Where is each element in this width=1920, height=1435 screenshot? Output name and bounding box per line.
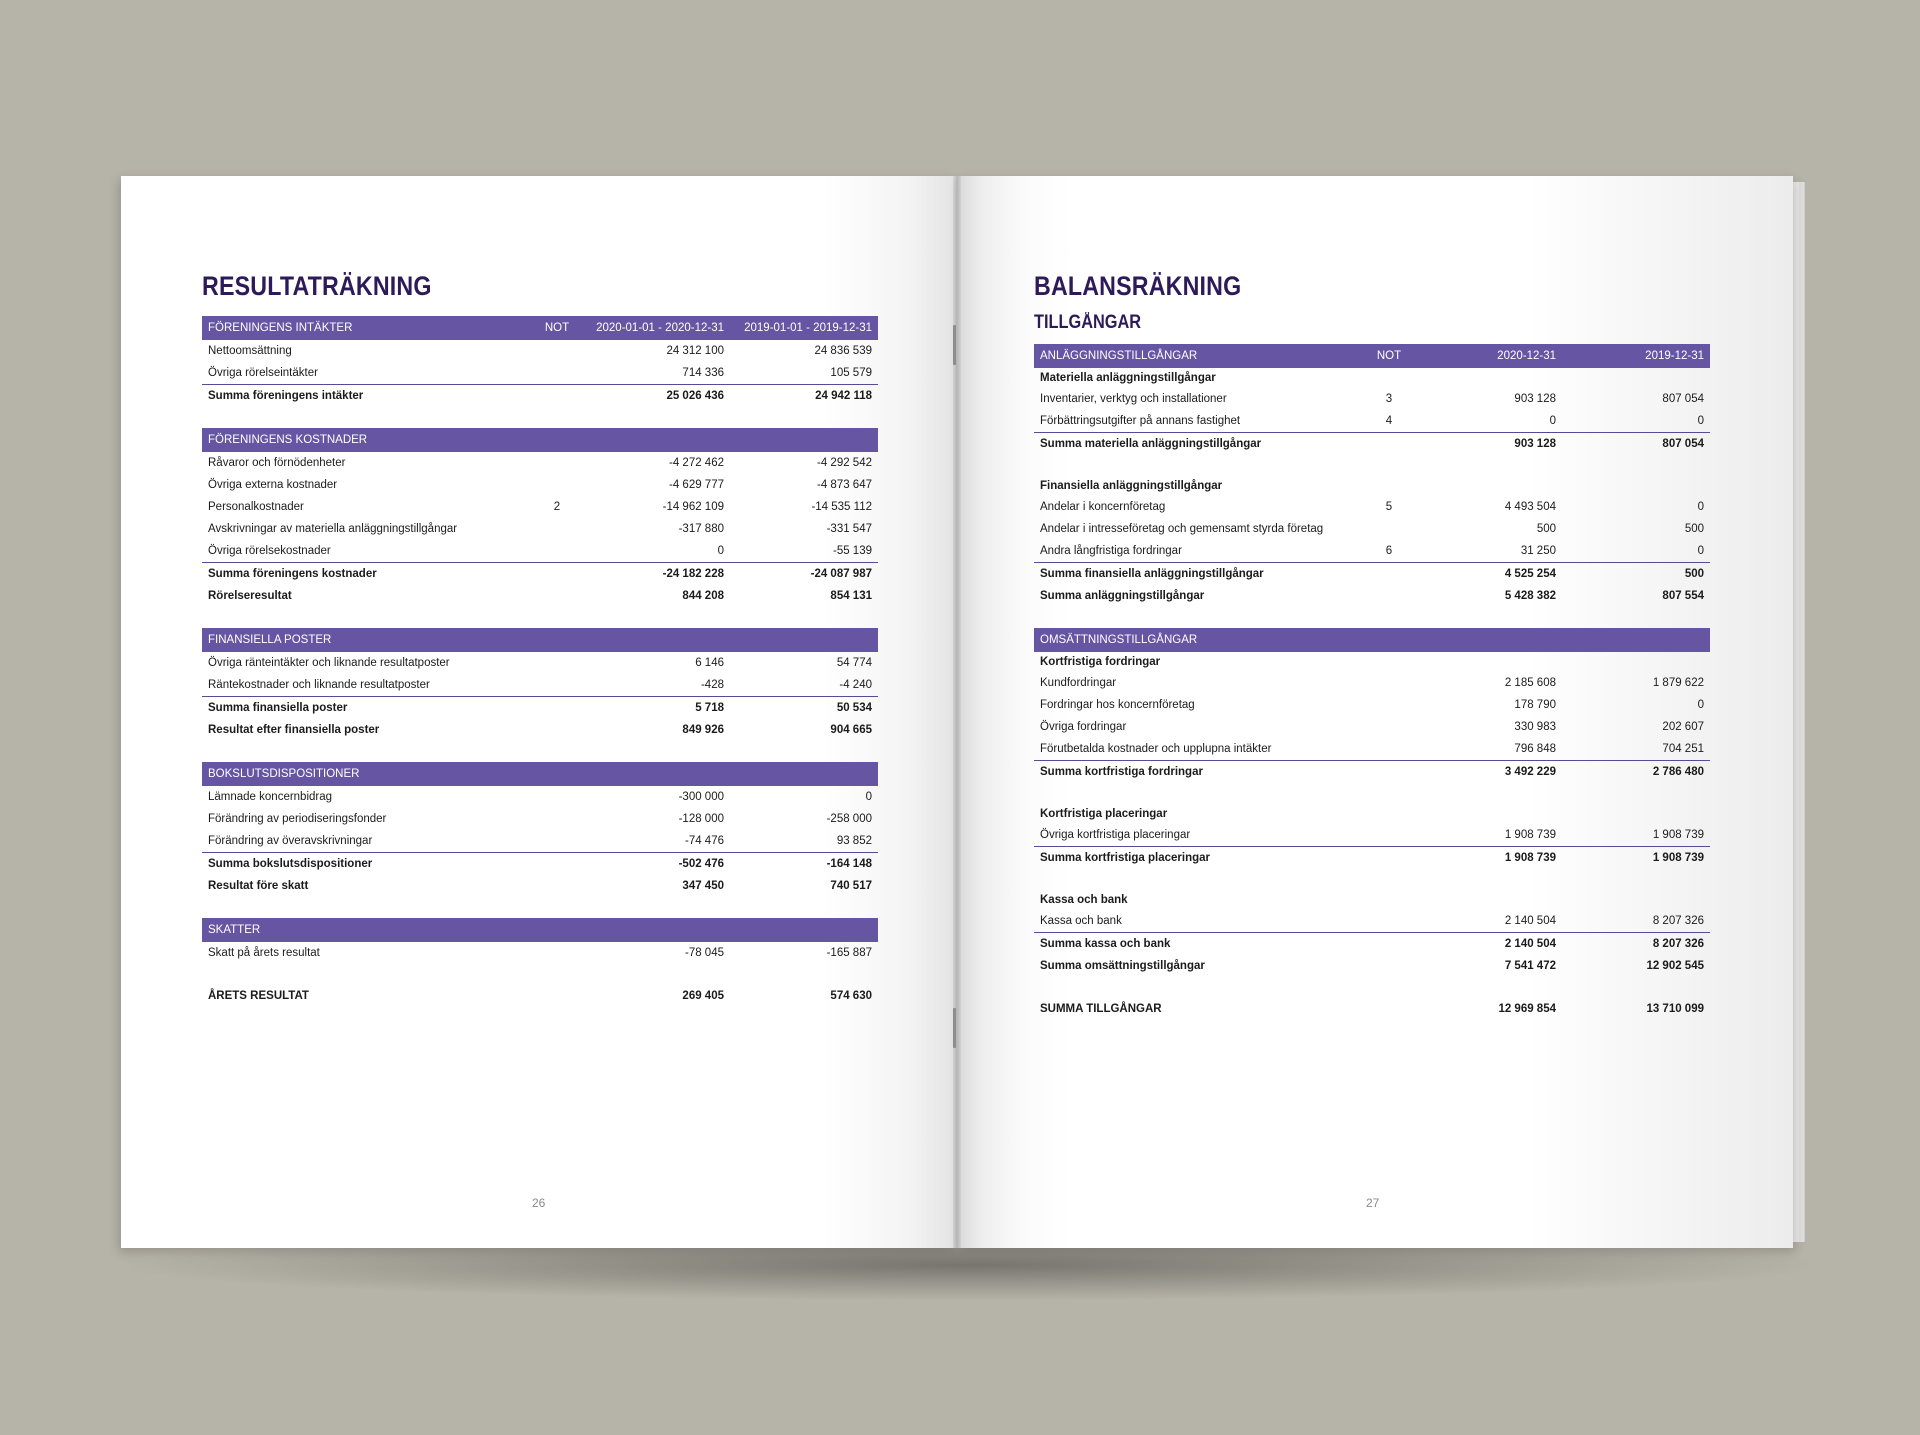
income-statement-table xyxy=(202,316,878,1007)
table-row-sum xyxy=(1034,585,1710,607)
column-header-2019: 2019-01-01 - 2019-12-31 xyxy=(730,316,878,340)
row-value-2019: 0 xyxy=(1697,545,1704,557)
row-value-2020: 178 790 xyxy=(1514,699,1556,711)
row-value-2020: 796 848 xyxy=(1514,743,1556,755)
section-header xyxy=(1034,344,1710,368)
spacer-row xyxy=(202,607,878,628)
table-row-sum xyxy=(202,853,878,876)
row-value-2020: -317 880 xyxy=(678,523,724,535)
table-row-sum xyxy=(202,385,878,408)
row-value-2020: 2 185 608 xyxy=(1504,677,1556,689)
row-value-2019: 105 579 xyxy=(830,367,872,379)
total-value-2020: 12 969 854 xyxy=(1498,1003,1556,1015)
group-title xyxy=(1034,890,1710,910)
row-value-2020: 330 983 xyxy=(1514,721,1556,733)
row-value-2019: -165 887 xyxy=(826,947,872,959)
spacer-row xyxy=(1034,455,1710,476)
group-title-label: Finansiella anläggningstillgångar xyxy=(1040,480,1223,492)
row-value-2019: 24 942 118 xyxy=(730,385,878,408)
row-value-2020: -74 476 xyxy=(684,835,724,847)
row-value-2019: 500 xyxy=(1562,563,1710,586)
row-not xyxy=(1364,433,1414,456)
row-value-2019: 8 207 326 xyxy=(1562,933,1710,956)
row-label: Summa föreningens kostnader xyxy=(202,563,532,586)
table-row-sum xyxy=(202,697,878,720)
row-value-2020: -78 045 xyxy=(684,947,724,959)
row-value-2020: 25 026 436 xyxy=(582,385,730,408)
row-value-2020: 7 541 472 xyxy=(1504,960,1556,972)
table-row xyxy=(202,652,878,674)
group-title xyxy=(1034,804,1710,824)
table-row-sum xyxy=(1034,761,1710,784)
row-label: Övriga rörelseintäkter xyxy=(208,367,318,379)
row-value-2019: 704 251 xyxy=(1662,743,1704,755)
row-not xyxy=(532,853,582,876)
table-row xyxy=(202,518,878,540)
row-label: Summa kortfristiga fordringar xyxy=(1034,761,1364,784)
section-header xyxy=(202,628,878,652)
section-header-title: SKATTER xyxy=(202,918,532,942)
row-label: Övriga externa kostnader xyxy=(208,479,338,491)
row-label: Summa anläggningstillgångar xyxy=(1040,590,1205,602)
row-label: Råvaror och förnödenheter xyxy=(208,457,346,469)
row-value-2020: 4 525 254 xyxy=(1414,563,1562,586)
row-not xyxy=(1364,694,1414,716)
row-value-2019: 0 xyxy=(1697,415,1704,427)
row-value-2020: 0 xyxy=(717,545,724,557)
row-not xyxy=(532,697,582,720)
row-label: Resultat efter finansiella poster xyxy=(208,724,380,736)
row-label: Summa finansiella anläggningstillgångar xyxy=(1034,563,1364,586)
total-label: SUMMA TILLGÅNGAR xyxy=(1040,1003,1162,1015)
row-value-2019: -4 873 647 xyxy=(817,479,872,491)
row-label: Förutbetalda kostnader och upplupna intäkter xyxy=(1040,743,1272,755)
row-value-2020: 269 405 xyxy=(682,990,724,1002)
row-not xyxy=(1364,933,1414,956)
row-not: 3 xyxy=(1385,393,1393,405)
row-not xyxy=(532,875,582,897)
page-stack-edge xyxy=(1799,182,1805,1242)
row-label: Rörelseresultat xyxy=(208,590,292,602)
row-value-2020: -14 962 109 xyxy=(662,501,724,513)
section-header xyxy=(1034,628,1710,652)
row-value-2020: 6 146 xyxy=(695,657,724,669)
row-value-2019: -14 535 112 xyxy=(811,501,872,513)
spacer-row xyxy=(202,741,878,762)
row-not xyxy=(1364,761,1414,784)
table-row-sum xyxy=(1034,955,1710,977)
row-label: Förändring av periodiseringsfonder xyxy=(208,813,387,825)
row-value-2019: 807 054 xyxy=(1662,393,1704,405)
row-label: Kundfordringar xyxy=(1040,677,1117,689)
table-row-total xyxy=(1034,998,1710,1020)
row-value-2020: 500 xyxy=(1536,523,1556,535)
row-not xyxy=(532,942,582,964)
table-row xyxy=(202,540,878,563)
row-not: 2 xyxy=(553,501,561,513)
column-header-2020: 2020-12-31 xyxy=(1414,344,1562,368)
table-row xyxy=(1034,518,1710,540)
row-label: Summa omsättningstillgångar xyxy=(1040,960,1205,972)
row-value-2019: 54 774 xyxy=(836,657,872,669)
table-row-sum xyxy=(202,875,878,897)
spacer-row xyxy=(1034,783,1710,804)
row-value-2019: 0 xyxy=(1697,699,1704,711)
table-row-sum xyxy=(202,585,878,607)
row-value-2020: 844 208 xyxy=(682,590,724,602)
row-value-2019: -331 547 xyxy=(826,523,872,535)
row-label: Andelar i intresseföretag och gemensamt styrda företag xyxy=(1040,523,1324,535)
row-not xyxy=(532,518,582,540)
row-label: Summa bokslutsdispositioner xyxy=(202,853,532,876)
staple xyxy=(953,325,956,365)
section-header xyxy=(202,918,878,942)
row-value-2020: 347 450 xyxy=(682,880,724,892)
row-value-2019: 93 852 xyxy=(836,835,872,847)
row-label: Övriga rörelsekostnader xyxy=(208,545,331,557)
page-subtitle: TILLGÅNGAR xyxy=(1034,312,1142,333)
row-label: Skatt på årets resultat xyxy=(208,947,320,959)
row-value-2020: -300 000 xyxy=(678,791,724,803)
section-header-title: FÖRENINGENS KOSTNADER xyxy=(202,428,532,452)
spacer-row xyxy=(202,897,878,918)
row-value-2020: 24 312 100 xyxy=(666,345,724,357)
table-row-sum xyxy=(1034,847,1710,870)
row-value-2019: 50 534 xyxy=(730,697,878,720)
row-not xyxy=(532,786,582,808)
row-value-2020: 5 428 382 xyxy=(1504,590,1556,602)
spacer-row xyxy=(202,964,878,985)
page-title: RESULTATRÄKNING xyxy=(202,271,432,301)
table-row xyxy=(202,808,878,830)
table-row-sum xyxy=(1034,933,1710,956)
row-value-2019: 202 607 xyxy=(1662,721,1704,733)
row-not xyxy=(1364,955,1414,977)
row-not xyxy=(1364,910,1414,933)
row-not xyxy=(1364,518,1414,540)
row-not xyxy=(1364,847,1414,870)
table-row xyxy=(202,942,878,964)
row-value-2019: 807 554 xyxy=(1662,590,1704,602)
row-not: 6 xyxy=(1385,545,1393,557)
row-value-2019: 2 786 480 xyxy=(1562,761,1710,784)
table-row xyxy=(1034,388,1710,410)
row-value-2020: 5 718 xyxy=(582,697,730,720)
table-row xyxy=(202,830,878,853)
row-value-2020: 0 xyxy=(1549,415,1556,427)
group-title-label: Kortfristiga placeringar xyxy=(1040,808,1168,820)
row-value-2020: 2 140 504 xyxy=(1414,933,1562,956)
spacer-row xyxy=(202,407,878,428)
income-statement xyxy=(202,271,878,1007)
row-not xyxy=(532,830,582,853)
section-header-title: FINANSIELLA POSTER xyxy=(202,628,532,652)
row-value-2020: 2 140 504 xyxy=(1504,915,1556,927)
row-value-2020: -428 xyxy=(700,679,724,691)
section-header-title: OMSÄTTNINGSTILLGÅNGAR xyxy=(1034,628,1364,652)
table-row xyxy=(1034,672,1710,694)
table-row xyxy=(1034,410,1710,433)
row-value-2019: 1 879 622 xyxy=(1652,677,1704,689)
page-title: BALANSRÄKNING xyxy=(1034,271,1242,301)
row-label: Räntekostnader och liknande resultatposter xyxy=(208,679,430,691)
table-row xyxy=(1034,824,1710,847)
row-label: Övriga kortfristiga placeringar xyxy=(1040,829,1191,841)
row-label: Förändring av överavskrivningar xyxy=(208,835,373,847)
left-page xyxy=(121,176,957,1248)
row-label: Personalkostnader xyxy=(208,501,304,513)
row-value-2019: 807 054 xyxy=(1562,433,1710,456)
row-label: Summa kortfristiga placeringar xyxy=(1034,847,1364,870)
page-number: 26 xyxy=(532,1196,546,1210)
row-value-2020: 1 908 739 xyxy=(1414,847,1562,870)
row-not xyxy=(532,362,582,385)
row-value-2020: 849 926 xyxy=(682,724,724,736)
row-not xyxy=(1364,824,1414,847)
row-value-2019: -55 139 xyxy=(832,545,872,557)
table-row-total xyxy=(202,985,878,1007)
row-value-2020: 1 908 739 xyxy=(1504,829,1556,841)
spacer-row xyxy=(1034,869,1710,890)
row-label: Övriga fordringar xyxy=(1040,721,1127,733)
table-row xyxy=(1034,738,1710,761)
group-title xyxy=(1034,368,1710,388)
row-value-2020: 4 493 504 xyxy=(1504,501,1556,513)
table-row xyxy=(202,674,878,697)
group-title-label: Kassa och bank xyxy=(1040,894,1128,906)
table-row xyxy=(1034,910,1710,933)
row-not: 5 xyxy=(1385,501,1393,513)
spacer-row xyxy=(1034,607,1710,628)
row-value-2020: -4 272 462 xyxy=(669,457,724,469)
group-title-label: Kortfristiga fordringar xyxy=(1040,656,1161,668)
row-value-2020: -502 476 xyxy=(582,853,730,876)
row-not xyxy=(532,808,582,830)
table-row xyxy=(202,474,878,496)
row-not xyxy=(1364,672,1414,694)
row-not xyxy=(532,985,582,1007)
row-label: Andelar i koncernföretag xyxy=(1040,501,1166,513)
table-row xyxy=(202,786,878,808)
staple xyxy=(953,1008,956,1048)
row-label: Summa kassa och bank xyxy=(1034,933,1364,956)
row-value-2019: 0 xyxy=(1697,501,1704,513)
table-row xyxy=(1034,694,1710,716)
row-label: Summa finansiella poster xyxy=(202,697,532,720)
row-label: Summa materiella anläggningstillgångar xyxy=(1034,433,1364,456)
row-not xyxy=(532,540,582,563)
row-label: Övriga ränteintäkter och liknande resultatposter xyxy=(208,657,450,669)
total-value-2019: 13 710 099 xyxy=(1646,1003,1704,1015)
row-label: Förbättringsutgifter på annans fastighet xyxy=(1040,415,1241,427)
section-header-title: BOKSLUTSDISPOSITIONER xyxy=(202,762,532,786)
row-value-2019: -24 087 987 xyxy=(730,563,878,586)
row-value-2020: 714 336 xyxy=(682,367,724,379)
row-value-2019: 904 665 xyxy=(830,724,872,736)
row-label: Resultat före skatt xyxy=(208,880,309,892)
row-not xyxy=(532,652,582,674)
column-header-2019: 2019-12-31 xyxy=(1562,344,1710,368)
table-row xyxy=(1034,540,1710,563)
table-row xyxy=(1034,716,1710,738)
row-not xyxy=(532,452,582,474)
table-row xyxy=(202,362,878,385)
right-page xyxy=(957,176,1793,1248)
group-title xyxy=(1034,476,1710,496)
row-label: Inventarier, verktyg och installationer xyxy=(1040,393,1227,405)
row-not xyxy=(1364,716,1414,738)
row-value-2019: 500 xyxy=(1684,523,1704,535)
row-label: Lämnade koncernbidrag xyxy=(208,791,333,803)
row-value-2020: -4 629 777 xyxy=(669,479,724,491)
row-not xyxy=(1364,738,1414,761)
row-not xyxy=(532,563,582,586)
row-not xyxy=(532,674,582,697)
row-value-2020: 903 128 xyxy=(1414,433,1562,456)
row-value-2020: -128 000 xyxy=(678,813,724,825)
section-header xyxy=(202,762,878,786)
table-row xyxy=(1034,496,1710,518)
row-value-2019: -4 292 542 xyxy=(817,457,872,469)
column-header-not: NOT xyxy=(532,316,582,340)
row-value-2020: 3 492 229 xyxy=(1414,761,1562,784)
balance-sheet-table xyxy=(1034,344,1710,1020)
row-value-2019: 1 908 739 xyxy=(1562,847,1710,870)
row-value-2019: 0 xyxy=(865,791,872,803)
row-not: 4 xyxy=(1385,415,1393,427)
group-title-label: Materiella anläggningstillgångar xyxy=(1040,372,1216,384)
group-title xyxy=(1034,652,1710,672)
row-not xyxy=(532,474,582,496)
row-value-2019: -164 148 xyxy=(730,853,878,876)
row-label: Kassa och bank xyxy=(1040,915,1122,927)
table-row-sum xyxy=(202,719,878,741)
row-label: ÅRETS RESULTAT xyxy=(208,990,309,1002)
row-value-2020: -24 182 228 xyxy=(582,563,730,586)
table-row xyxy=(202,452,878,474)
table-row-sum xyxy=(1034,433,1710,456)
balance-sheet xyxy=(1034,271,1710,1020)
page-number: 27 xyxy=(1366,1196,1380,1210)
table-row-sum xyxy=(202,563,878,586)
spacer-row xyxy=(1034,977,1710,998)
column-header-not: NOT xyxy=(1364,344,1414,368)
row-not xyxy=(532,385,582,408)
row-value-2019: 8 207 326 xyxy=(1652,915,1704,927)
section-header-title: FÖRENINGENS INTÄKTER xyxy=(202,316,532,340)
section-header xyxy=(202,316,878,340)
row-not xyxy=(532,340,582,362)
row-value-2019: 574 630 xyxy=(830,990,872,1002)
row-value-2019: -258 000 xyxy=(826,813,872,825)
section-header-title: ANLÄGGNINGSTILLGÅNGAR xyxy=(1034,344,1364,368)
column-header-2020: 2020-01-01 - 2020-12-31 xyxy=(582,316,730,340)
row-value-2019: 740 517 xyxy=(830,880,872,892)
table-row xyxy=(202,340,878,362)
section-header xyxy=(202,428,878,452)
row-label: Summa föreningens intäkter xyxy=(202,385,532,408)
row-label: Fordringar hos koncernföretag xyxy=(1040,699,1195,711)
row-value-2019: 1 908 739 xyxy=(1652,829,1704,841)
row-not xyxy=(1364,563,1414,586)
table-row-sum xyxy=(1034,563,1710,586)
row-value-2019: 854 131 xyxy=(830,590,872,602)
row-value-2020: 903 128 xyxy=(1514,393,1556,405)
row-value-2019: 24 836 539 xyxy=(814,345,872,357)
row-value-2019: -4 240 xyxy=(839,679,872,691)
row-value-2019: 12 902 545 xyxy=(1646,960,1704,972)
row-not xyxy=(532,585,582,607)
row-not xyxy=(532,719,582,741)
row-not xyxy=(1364,585,1414,607)
row-label: Nettoomsättning xyxy=(208,345,292,357)
row-label: Avskrivningar av materiella anläggningstillgångar xyxy=(208,523,458,535)
table-row xyxy=(202,496,878,518)
row-label: Andra långfristiga fordringar xyxy=(1040,545,1182,557)
row-value-2020: 31 250 xyxy=(1520,545,1556,557)
